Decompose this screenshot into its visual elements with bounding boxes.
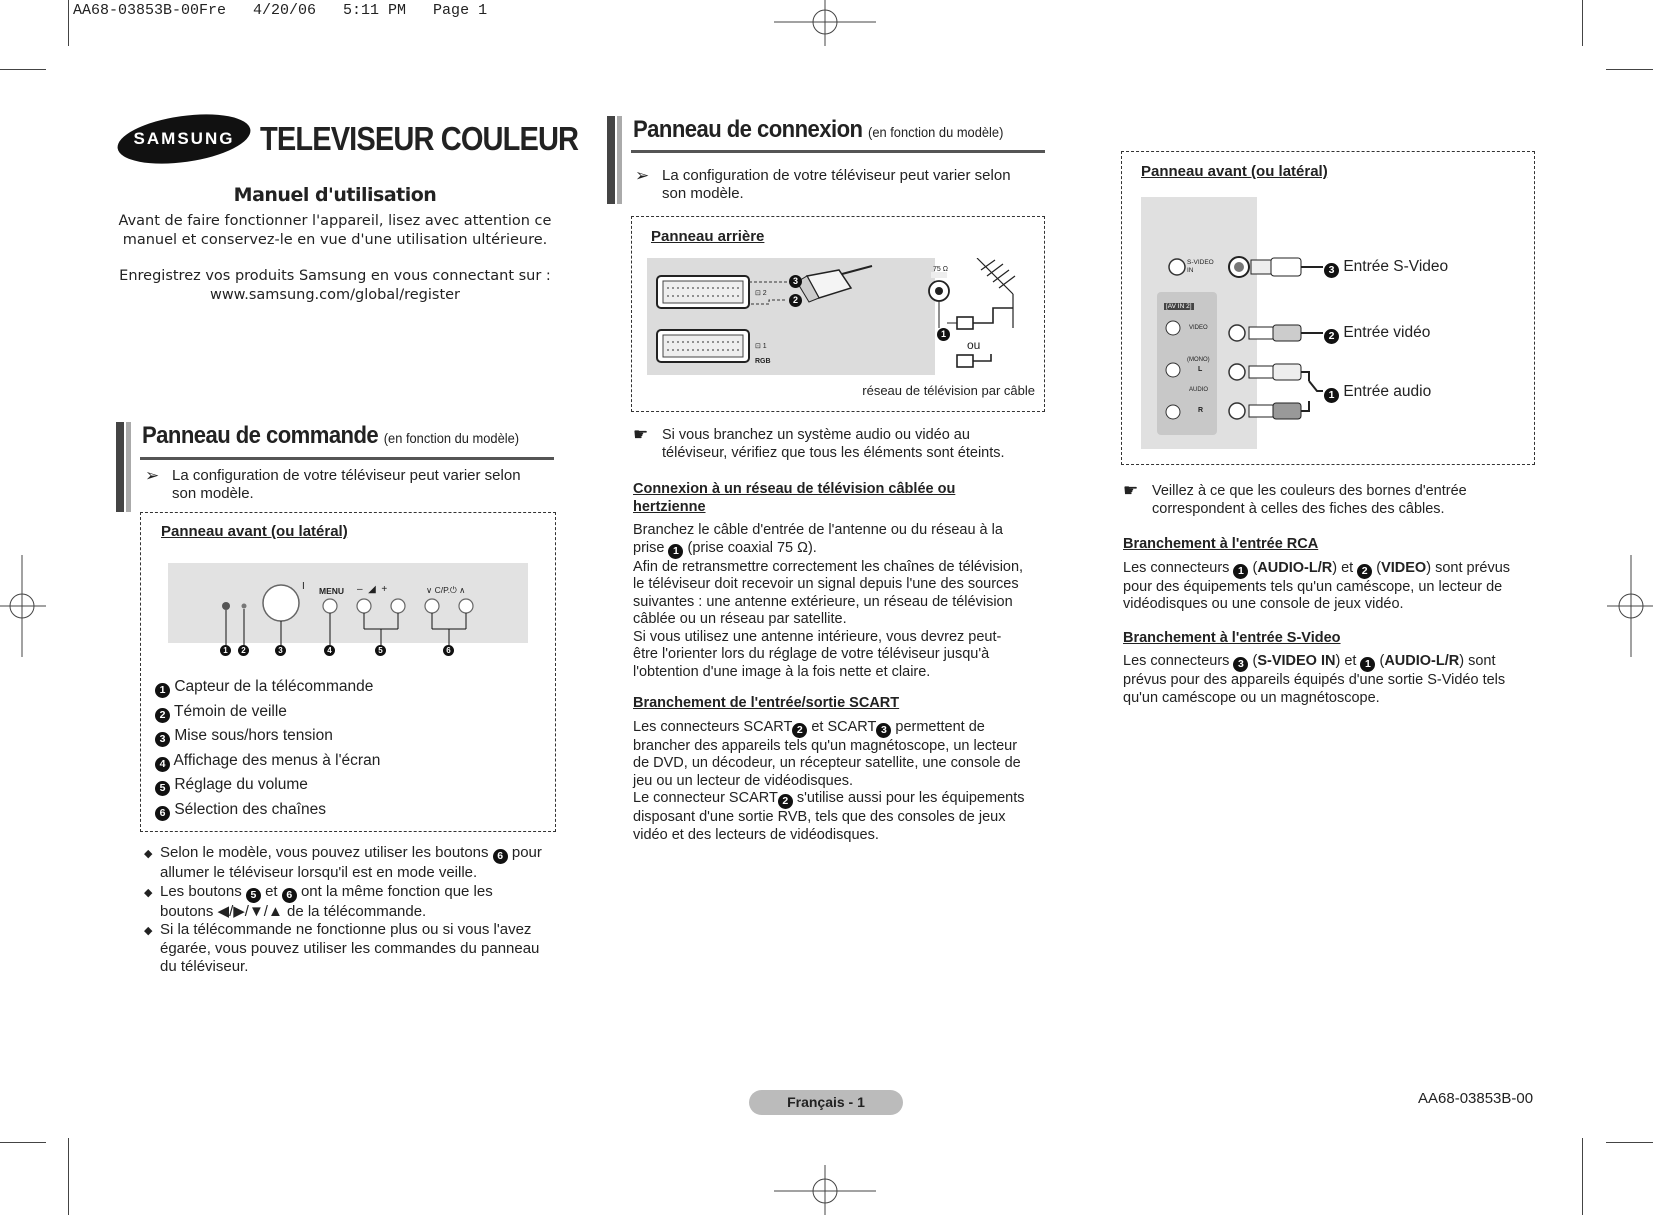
text: Les connecteurs SCART	[633, 718, 793, 735]
body-line	[633, 540, 1053, 559]
text: boutons ◀/▶/▼/▲ de la télécommande.	[160, 902, 427, 920]
intro-line: manuel et conservez-le en vue d'une utilisation ultérieure.	[122, 232, 548, 248]
section-title-commande	[142, 422, 519, 450]
legend-text: Capteur de la télécommande	[174, 678, 374, 695]
scart-connector-1	[657, 330, 749, 362]
number-badge: 2	[792, 723, 807, 738]
label-r: R	[1198, 407, 1204, 414]
power-button-shape	[263, 585, 299, 621]
note-line: La configuration de votre téléviseur peut varier selon	[172, 467, 521, 484]
register-line: Enregistrez vos produits Samsung en vous connectant sur :	[119, 268, 551, 284]
body-line: être l'orienter lors du réglage de votre téléviseur jusqu'à	[633, 646, 990, 662]
text: pour	[511, 844, 542, 861]
number-badge: 1	[668, 544, 683, 559]
crop-mark	[68, 0, 69, 46]
text: et	[265, 882, 278, 900]
section-bar	[116, 422, 124, 512]
section-bar	[126, 422, 131, 512]
body-line	[1123, 560, 1543, 579]
number-badge: 1	[1360, 657, 1375, 672]
body-line: de DVD, un décodeur, un récepteur satellite, une console de	[633, 755, 1021, 771]
manual-title: Manuel d'utilisation	[233, 184, 437, 206]
section-bar	[617, 116, 622, 204]
section-title-note: (en fonction du modèle)	[383, 430, 520, 446]
text: permettent de	[895, 718, 985, 735]
section-bar	[607, 116, 615, 204]
scart-title: Branchement de l'entrée/sortie SCART	[633, 695, 900, 711]
callout-1: 1	[220, 645, 231, 656]
body-line: suivantes : une antenne extérieure, un réseau de télévision	[633, 593, 1013, 610]
text: ) sont prévus	[1426, 559, 1511, 576]
text: ont la même fonction que les	[300, 882, 493, 900]
body-line: câblée ou un réseau par satellite.	[633, 611, 847, 627]
label-mono: (MONO)	[1187, 357, 1210, 363]
number-badge: 1	[1324, 388, 1339, 403]
callout-3: 3	[275, 645, 286, 656]
body-line: Branchez le câble d'entrée de l'antenne ou du réseau à la	[633, 522, 1003, 538]
number-badge: 2	[1324, 329, 1339, 344]
rca-body	[1123, 560, 1543, 614]
text: (	[1376, 559, 1382, 576]
samsung-logo-text: SAMSUNG	[133, 129, 235, 148]
front-panel-title: Panneau avant (ou latéral)	[161, 523, 348, 540]
text: et SCART	[811, 718, 877, 735]
crop-mark	[0, 69, 46, 70]
rca-section	[1123, 536, 1543, 707]
registration-mark-left	[0, 555, 46, 657]
body-line: l'obtention d'une image à la fois nette et claire.	[633, 663, 931, 680]
bullet-item	[144, 921, 564, 977]
text: ) et	[1332, 559, 1354, 576]
number-badge: 5	[246, 888, 261, 903]
scart-plug	[797, 266, 872, 302]
text: Si la télécommande ne fonctionne plus ou si vous l'avez	[160, 921, 532, 938]
body-line: Afin de retransmettre correctement les chaînes de télévision,	[633, 558, 1024, 575]
callout-4: 4	[324, 645, 335, 656]
crop-mark	[1582, 0, 1583, 46]
body-line: vidéo et des lecteurs de vidéodisques.	[633, 826, 879, 843]
number-badge: 2	[155, 708, 170, 723]
side-panel-diagram	[1141, 197, 1531, 449]
cable-section	[633, 481, 1053, 844]
label-audio: AUDIO	[1189, 387, 1209, 393]
text: ) et	[1335, 653, 1357, 669]
bullet-item	[144, 883, 564, 922]
registration-mark-bottom	[774, 1165, 876, 1215]
side-item-svideo	[1324, 258, 1448, 278]
text: prise	[633, 539, 665, 556]
coax-socket	[929, 272, 949, 328]
label-scart-1: ⊡ 1	[755, 343, 767, 350]
text: S-VIDEO IN	[1257, 653, 1336, 669]
rear-panel-diagram	[647, 258, 1037, 378]
side-item-video	[1324, 324, 1430, 344]
hint-line: correspondent à celles des fiches des câbles.	[1152, 500, 1445, 517]
text: s'utilise aussi pour les équipements	[796, 790, 1025, 806]
number-badge: 3	[1233, 657, 1248, 672]
body-line	[1123, 653, 1543, 672]
rca-plugs	[1249, 325, 1323, 419]
text: allumer le téléviseur lorsqu'il est en mode veille.	[160, 864, 478, 881]
text: Selon le modèle, vous pouvez utiliser les boutons	[160, 844, 489, 861]
control-panel-diagram	[160, 555, 530, 655]
text: du téléviseur.	[160, 958, 249, 975]
svideo-title: Branchement à l'entrée S-Video	[1123, 629, 1341, 646]
title-line: hertzienne	[633, 498, 706, 515]
crop-mark	[0, 1142, 46, 1143]
number-badge: 2	[1357, 564, 1372, 579]
label-l: L	[1198, 366, 1203, 373]
pointing-hand-icon: ☛	[1123, 481, 1139, 500]
note-line: La configuration de votre téléviseur peut varier selon	[662, 167, 1011, 184]
print-info: AA68-03853B-00Fre 4/20/06 5:11 PM Page 1	[73, 2, 488, 19]
text: Les connecteurs	[1123, 653, 1230, 669]
number-badge: 5	[155, 781, 170, 796]
body-line: brancher des appareils tels qu'un magnétoscope, un lecteur	[633, 737, 1018, 754]
rear-callout-2: 2	[789, 294, 802, 307]
legend-text: Sélection des chaînes	[174, 800, 326, 818]
hint-line: Si vous branchez un système audio ou vidéo au	[662, 427, 970, 443]
legend-item	[155, 724, 380, 749]
product-title: TELEVISEUR COULEUR	[260, 120, 579, 157]
connexion-hint	[633, 427, 1005, 462]
antenna-icon	[977, 258, 1015, 328]
note-line: son modèle.	[662, 185, 744, 202]
audio-r-jack	[1229, 403, 1245, 419]
legend-item	[155, 675, 380, 700]
crop-mark	[1582, 1138, 1583, 1215]
arrow-icon: ➢	[145, 466, 160, 485]
rca-title: Branchement à l'entrée RCA	[1123, 536, 1319, 552]
side-item-audio	[1324, 383, 1431, 403]
side-hint	[1123, 483, 1467, 518]
rear-caption: réseau de télévision par câble	[862, 383, 1035, 398]
commande-note	[145, 467, 521, 503]
text: Les boutons	[160, 882, 242, 900]
arrow-icon: ➢	[635, 166, 650, 185]
audio-l-jack	[1229, 364, 1245, 380]
svideo-plug	[1251, 258, 1323, 276]
label-ou: ou	[967, 338, 981, 352]
text: AUDIO-L/R	[1384, 653, 1460, 669]
text: Le connecteur SCART	[633, 790, 778, 806]
control-legend	[155, 675, 380, 822]
text: (	[1252, 653, 1258, 669]
commande-bullets	[144, 844, 564, 977]
body-line: le téléviseur doit recevoir un signal depuis l'une des sources	[633, 576, 1019, 592]
document-code: AA68-03853B-00	[1418, 1090, 1534, 1107]
bullet-item	[144, 844, 564, 883]
panel-label-power: I	[302, 581, 305, 592]
registration-mark-right	[1607, 555, 1653, 657]
number-badge: 4	[155, 757, 170, 772]
side-panel-title: Panneau avant (ou latéral)	[1141, 163, 1328, 180]
text: AUDIO-L/R	[1257, 559, 1333, 576]
body-line	[633, 719, 1053, 738]
legend-item	[155, 773, 380, 798]
callout-2: 2	[238, 645, 249, 656]
legend-text: Affichage des menus à l'écran	[173, 751, 381, 769]
connexion-note	[635, 167, 1011, 203]
number-badge: 3	[1324, 263, 1339, 278]
number-badge: 3	[155, 732, 170, 747]
item-text: Entrée S-Video	[1343, 258, 1449, 275]
number-badge: 2	[778, 794, 793, 809]
number-badge: 6	[493, 849, 508, 864]
section-title-connexion	[633, 116, 1003, 144]
registration-mark-top	[774, 0, 876, 46]
number-badge: 1	[155, 683, 170, 698]
section-rule	[631, 150, 1045, 153]
text: (	[1252, 559, 1258, 576]
hint-line: téléviseur, vérifiez que tous les éléments sont éteints.	[662, 444, 1005, 461]
text: Les connecteurs	[1123, 559, 1230, 576]
text: (prise coaxial 75 Ω).	[687, 539, 817, 556]
coax-plug-1	[957, 308, 1013, 367]
item-text: Entrée vidéo	[1343, 324, 1431, 341]
body-line	[633, 790, 1053, 809]
page-label: Français - 1	[749, 1090, 903, 1115]
crop-mark	[1606, 1142, 1653, 1143]
body-line: qu'un caméscope ou un magnétoscope.	[1123, 689, 1380, 706]
text: égarée, vous pouvez utiliser les commandes du panneau	[160, 939, 540, 957]
number-badge: 3	[876, 723, 891, 738]
body-line: prévus pour des appareils équipés d'une sortie S-Vidéo tels	[1123, 672, 1506, 688]
number-badge: 6	[155, 806, 170, 821]
text: (	[1379, 653, 1385, 669]
callout-5: 5	[375, 645, 386, 656]
section-title-note: (en fonction du modèle)	[868, 124, 1004, 140]
panel-label-volume: – ◢ +	[357, 584, 388, 595]
scart-connector-2	[657, 276, 749, 308]
text: VIDEO	[1381, 559, 1427, 576]
crop-mark	[68, 1138, 69, 1215]
section-title-text: Panneau de commande	[142, 422, 379, 449]
legend-text: Témoin de veille	[174, 702, 287, 720]
label-75-ohm: 75 Ω	[933, 266, 948, 273]
svideo-body	[1123, 653, 1543, 707]
callout-6: 6	[443, 645, 454, 656]
pointing-hand-icon: ☛	[633, 425, 649, 444]
item-text: Entrée audio	[1343, 383, 1432, 400]
intro-line: Avant de faire fonctionner l'appareil, lisez avec attention ce	[118, 213, 552, 229]
body-line: jeu ou un lecteur de vidéodisques.	[633, 772, 854, 789]
video-jack	[1229, 325, 1245, 341]
hint-line: Veillez à ce que les couleurs des bornes d'entrée	[1152, 483, 1467, 499]
legend-item	[155, 749, 380, 774]
body-line: Si vous utilisez une antenne intérieure, vous devrez peut-	[633, 628, 1002, 645]
legend-text: Mise sous/hors tension	[174, 727, 333, 744]
rear-panel-title: Panneau arrière	[651, 228, 765, 245]
label-scart-2: ⊡ 2	[755, 290, 767, 297]
samsung-logo	[117, 116, 251, 162]
number-badge: 6	[282, 888, 297, 903]
standby-led	[242, 604, 247, 609]
legend-item	[155, 700, 380, 725]
label-video: VIDEO	[1189, 325, 1208, 331]
section-rule	[140, 457, 554, 460]
rear-callout-3: 3	[789, 275, 802, 288]
note-line: son modèle.	[172, 485, 254, 502]
panel-label-menu: MENU	[319, 586, 345, 596]
number-badge: 1	[1233, 564, 1248, 579]
text: ) sont	[1459, 653, 1496, 669]
cable-body	[633, 522, 1053, 681]
scart-body	[633, 719, 1053, 845]
label-rgb: RGB	[755, 358, 771, 365]
legend-item	[155, 798, 380, 823]
register-url: www.samsung.com/global/register	[209, 287, 461, 303]
panel-label-channel: ∨ C/P.⏻ ∧	[426, 585, 466, 595]
body-line: pour des équipements tels qu'un caméscope, un lecteur de	[1123, 578, 1503, 595]
legend-text: Réglage du volume	[174, 776, 308, 793]
body-line: vidéodisques ou une console de jeux vidéo.	[1123, 596, 1404, 612]
cable-title	[633, 481, 1053, 516]
rear-callout-1: 1	[937, 328, 950, 341]
title-line: Connexion à un réseau de télévision câblée ou	[633, 481, 956, 497]
section-title-text: Panneau de connexion	[633, 116, 863, 143]
label-av-in-2: [AV IN 2]	[1166, 303, 1192, 310]
crop-mark	[1606, 69, 1653, 70]
remote-sensor	[222, 602, 230, 610]
manual-intro	[110, 212, 560, 305]
body-line: disposant d'une sortie RVB, tels que des consoles de jeux	[633, 809, 1006, 825]
label-svideo-in: S-VIDEO IN	[1187, 259, 1214, 274]
